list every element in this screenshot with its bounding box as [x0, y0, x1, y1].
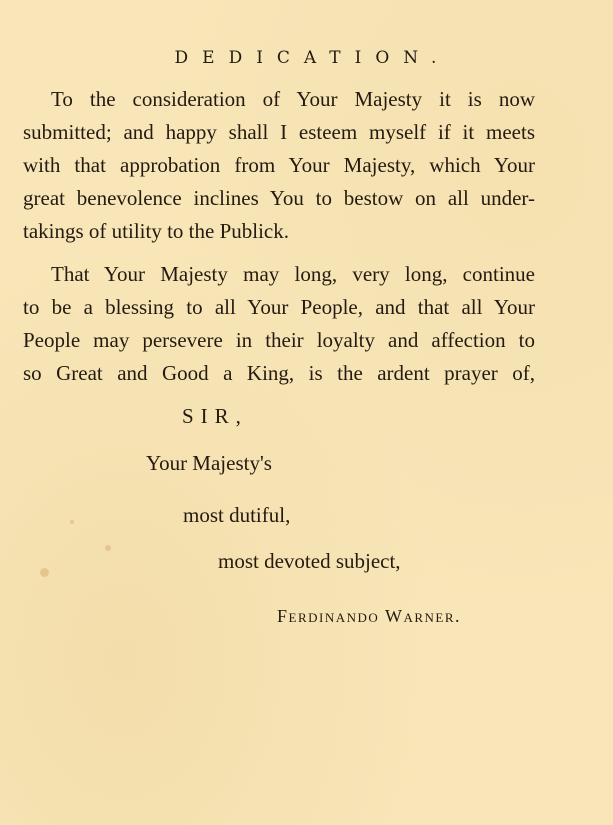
closing-line-3: most devoted subject, [218, 549, 401, 573]
text-line: To the consideration of Your Majesty it is now [51, 87, 535, 111]
text-line: to be a blessing to all Your People, and that all Your [23, 295, 535, 319]
paragraph-2 [23, 258, 535, 390]
paper-stain [105, 545, 111, 551]
salutation: SIR, [182, 404, 248, 428]
closing-line-1: Your Majesty's [146, 451, 272, 475]
text-line: People may persevere in their loyalty and affection to [23, 328, 535, 352]
signature: Ferdinando Warner. [277, 606, 462, 626]
text-line: submitted; and happy shall I esteem myself if it meets [23, 120, 535, 144]
text-line: That Your Majesty may long, very long, continue [51, 262, 535, 286]
closing-line-2: most dutiful, [183, 503, 291, 527]
text-line: great benevolence inclines You to bestow on all under- [23, 186, 535, 210]
text-line: so Great and Good a King, is the ardent prayer of, [23, 361, 535, 385]
page-heading: DEDICATION. [174, 48, 451, 68]
paragraph-1 [23, 83, 535, 248]
text-line: with that approbation from Your Majesty, which Your [23, 153, 535, 177]
paper-stain [70, 520, 74, 524]
text-line: takings of utility to the Publick. [23, 219, 289, 243]
paper-stain [40, 568, 49, 577]
